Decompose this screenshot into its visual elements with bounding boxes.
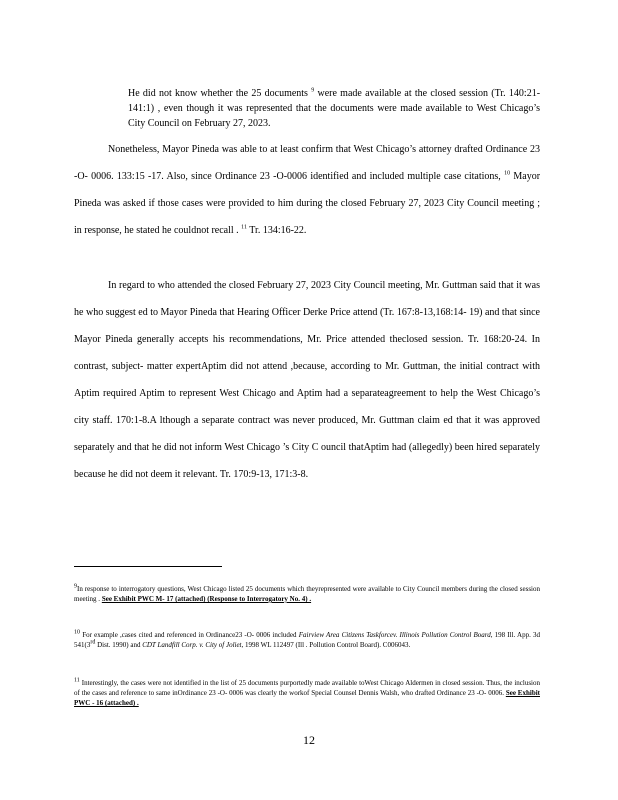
footnote-9: $^9$In response to interrogatory questions, West Chicago listed 25 documents which theyrepresented were available to City Council members during the closed session meeting . See Exhibit PWC M- 17 (attached) (Response to Interrogatory No. 4) . [74, 583, 540, 603]
footnote-ref-11: 11 [241, 224, 247, 231]
exhibit-reference: See Exhibit PWC - 16 (attached) . [74, 689, 540, 707]
bullet-text: He did not know whether the 25 documents $^9$ were made available at the closed session (Tr. 140:21-141:1) , even though it was represented that the documents were made available to West Chicago’s City Council on February 27, 2023. [128, 87, 541, 129]
footnote-number: 11 [74, 677, 80, 684]
case-citation: Fairview Area Citizens Taskforcev. Illinois Pollution Control Board [298, 631, 491, 639]
footnote-ref-9: 9 [311, 87, 315, 94]
case-citation: CDT Landfill Corp. v. City of Joliet [142, 641, 242, 649]
paragraph-guttman: In regard to who attended the closed February 27, 2023 City Council meeting, Mr. Guttman said that it was he who suggest ed to Mayor Pineda that Hearing Officer Derke Price attend (Tr. 167:8-13,168:14- 19) and that since Mayor Pineda generally accepts his recommendations, Mr. Price attended theclosed session. Tr. 168:20-24. In contrast, subject- matter expertAptim did not attend ,because, according to Mr. Guttman, the initial contract with Aptim required Aptim to represent West Chicago and Aptim had a separateagreement to help the West Chicago’s city staff. 170:1-8.A lthough a separate contract was never produced, Mr. Guttman claim ed that it was approved separately and that he did not inform West Chicago ’s City C ouncil thatAptim had (allegedly) been hired separately because he did not deem it relevant. Tr. 170:9-13, 171:3-8. [74, 280, 540, 480]
footnote-divider [74, 566, 222, 567]
exhibit-reference: See Exhibit PWC M- 17 (attached) (Response to Interrogatory No. 4) . [101, 595, 312, 603]
paragraph-mayor-pineda: Nonetheless, Mayor Pineda was able to at least confirm that West Chicago’s attorney drafted Ordinance 23 -O- 0006. 133:15 -17. Also, since Ordinance 23 -O-0006 identified and included multiple case citations, $^{10}$ Mayor Pineda was asked if those cases were provided to him during the closed February 27, 2023 City Council meeting ; in response, he stated he couldnot recall . $^{11}$ Tr. 134:16-22. [74, 144, 541, 236]
bullet-item [108, 86, 540, 131]
footnote-11: $^{11}$ Interestingly, the cases were not identified in the list of 25 documents purportedly made available toWest Chicago Aldermen in closed session. Thus, the inclusion of the cases and reference to same inOrdinance 23 -O- 0006 was clearly the workof Special Counsel Dennis Walsh, who drafted Ordinance 23 -O- 0006. See Exhibit PWC - 16 (attached) . [74, 677, 541, 707]
footnote-ref-10: 10 [504, 170, 511, 177]
footnote-10: $^{10}$ For example ,cases cited and referenced in Ordinance23 -O- 0006 included Fairview Area Citizens Taskforcev. Illinois Pollution Control Board, 198 Ill. App. 3d 541(3rd Dist. 1990) and CDT Landfill Corp. v. City of Joliet, 1998 WL 112497 (Ill . Pollution Control Board). C006043. [74, 629, 541, 649]
page-number: 12 [303, 733, 315, 747]
footnote-number: 9 [74, 583, 77, 590]
footnote-number: 10 [74, 629, 80, 636]
